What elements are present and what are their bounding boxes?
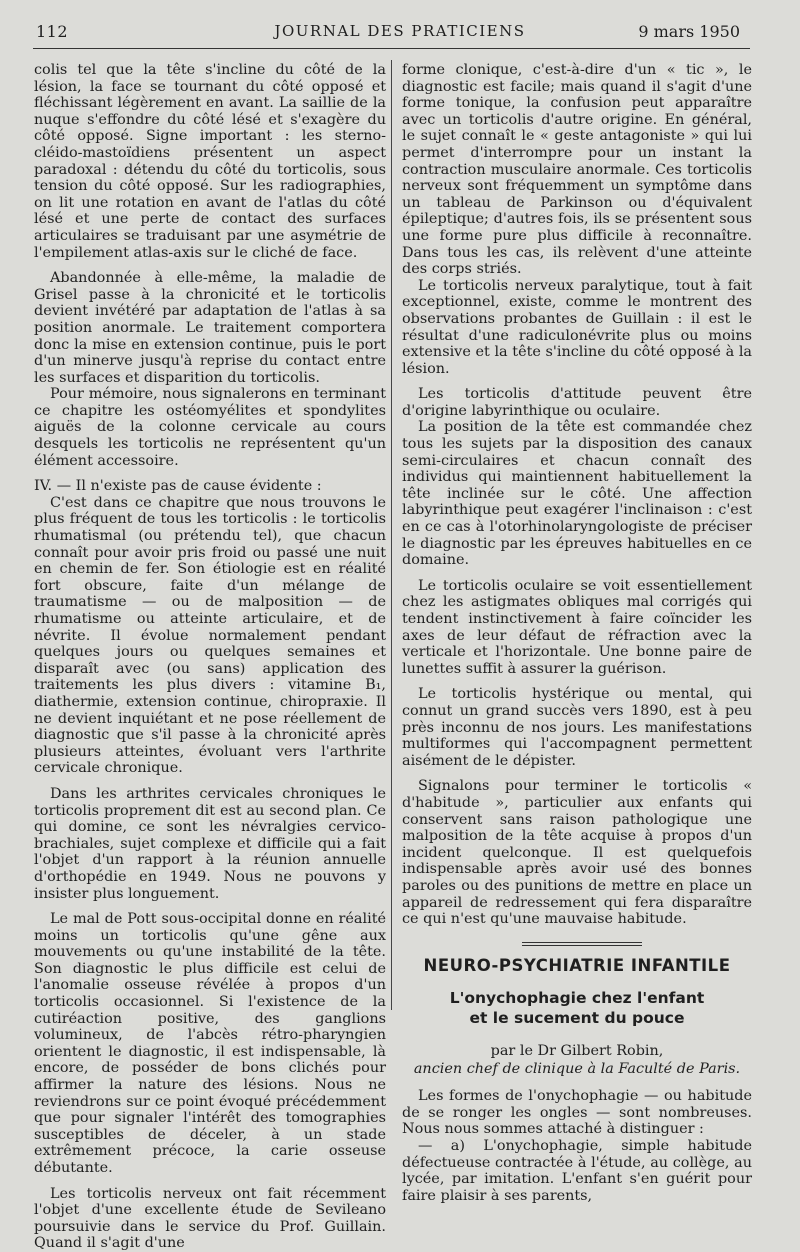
right-column: [402, 62, 752, 1204]
paragraph: — a) L'onychophagie, simple habitude défectueuse contractée à l'étude, au collège, au lycée, par imitation. L'enfant s'en guérit pour faire plaisir à ses parents,: [402, 1138, 752, 1204]
byline: [402, 1042, 752, 1078]
left-column: [34, 62, 386, 1252]
section-title: NEURO-PSYCHIATRIE INFANTILE: [423, 955, 731, 975]
paragraph: Les torticolis nerveux ont fait récemment l'objet d'une excellente étude de Sevileano poursuivie dans le service du Prof. Guillain. Quand il s'agit d'une: [34, 1185, 386, 1252]
paragraph: Les formes de l'onychophagie — ou habitude de se ronger les ongles — sont nombreuses. Nous nous sommes attaché à distinguer :: [402, 1088, 752, 1138]
article-title-line: L'onychophagie chez l'enfant: [449, 989, 705, 1008]
issue-date: 9 mars 1950: [638, 22, 740, 41]
column-divider: [391, 60, 392, 1010]
section-divider: [522, 942, 642, 946]
paragraph: Signalons pour terminer le torticolis « d'habitude », particulier aux enfants qui conservent sans raison pathologique une malposition de la tête acquise à propos d'un incident quelconque. Il est quelquefois indispensable après avoir usé des bonnes paroles ou des punitions de mettre en place un appareil de redressement qui fera disparaître ce qui n'est qu'une mauvaise habitude.: [402, 778, 752, 928]
page-header: [0, 22, 800, 44]
article-title: [402, 988, 752, 1028]
subsection-heading: IV. — Il n'existe pas de cause évidente :: [34, 478, 322, 495]
paragraph: Les torticolis d'attitude peuvent être d'origine labyrinthique ou oculaire.: [402, 386, 752, 419]
page-number: 112: [36, 22, 69, 41]
paragraph: Le mal de Pott sous-occipital donne en réalité moins un torticolis qu'une gêne aux mouvements ou qu'une instabilité de la tête. Son diagnostic le plus difficile est celui de l'anomalie osseuse révélée à propos d'un torticolis occasionnel. Si l'existence de la cutiréaction positive, des ganglions volumineux, de l'abcès rétro-pharyngien orientent le diagnostic, il est indispensable, là encore, de posséder de bons clichés pour affirmer la nature des lésions. Nous ne reviendrons sur ce point évoqué précédemment que pour signaler l'intérêt des tomographies susceptibles de déceler, à un stade extrêmement précoce, la carie osseuse débutante.: [34, 911, 386, 1176]
paragraph: Le torticolis hystérique ou mental, qui connut un grand succès vers 1890, est à peu près inconnu de nos jours. Les manifestations multiformes qui l'accompagnent permettent aisément de le dépister.: [402, 686, 752, 769]
paragraph: Le torticolis oculaire se voit essentiellement chez les astigmates obliques mal corrigés qui tendent instinctivement à faire coïncider les axes de leur défaut de réfraction avec la verticale et l'horizontale. Une bonne paire de lunettes suffit à assurer la guérison.: [402, 577, 752, 677]
journal-title: JOURNAL DES PRATICIENS: [274, 22, 526, 40]
paragraph: Dans les arthrites cervicales chroniques le torticolis proprement dit est au second plan. Ce qui domine, ce sont les névralgies cervico-brachiales, sujet complexe et difficile qui a fait l'objet d'un rapport à la réunion annuelle d'orthopédie en 1949. Nous ne pouvons y insister plus longuement.: [34, 785, 386, 902]
author-name: par le Dr Gilbert Robin,: [490, 1043, 664, 1060]
paragraph: Le torticolis nerveux paralytique, tout à fait exceptionnel, existe, comme le montrent des observations probantes de Guillain : il est le résultat d'une radiculonévrite plus ou moins extensive et la tête s'incline du côté opposé à la lésion.: [402, 277, 752, 377]
header-rule: [33, 48, 750, 49]
paragraph: colis tel que la tête s'incline du côté de la lésion, la face se tournant du côté opposé et fléchissant légèrement en avant. La saillie de la nuque s'effondre du côté lésé et s'exagère du côté opposé. Signe important : les sterno-cléido-mastoïdiens présentent un aspect paradoxal : détendu du côté du torticolis, sous tension du côté opposé. Sur les radiographies, on lit une rotation en avant de l'atlas du côté lésé et une perte de contact des surfaces articulaires se traduisant par une asymétrie de l'empilement atlas-axis sur le cliché de face.: [34, 62, 386, 261]
paragraph: forme clonique, c'est-à-dire d'un « tic », le diagnostic est facile; mais quand il s'agit d'une forme tonique, la confusion peut apparaître avec un torticolis d'autre origine. En général, le sujet connaît le « geste antagoniste » qui lui permet d'interrompre pour un instant la contraction musculaire anormale. Ces torticolis nerveux sont fréquemment un symptôme dans un tableau de Parkinson ou d'équivalent épileptique; d'autres fois, ils se présentent sous une forme pure plus difficile à reconnaître. Dans tous les cas, ils relèvent d'une atteinte des corps striés.: [402, 62, 752, 278]
paragraph: La position de la tête est commandée chez tous les sujets par la disposition des canaux semi-circulaires et chacun connaît des individus qui maintiennent habituellement la tête inclinée sur le côté. Une affection labyrinthique peut exagérer l'inclinaison : c'est en ce cas à l'otorhinolaryngologiste de préciser le diagnostic par les épreuves habituelles en ce domaine.: [402, 419, 752, 569]
author-affiliation: ancien chef de clinique à la Faculté de Paris.: [413, 1061, 741, 1078]
paragraph: Abandonnée à elle-même, la maladie de Grisel passe à la chronicité et le torticolis devient invétéré par adaptation de l'atlas à sa position anormale. Le traitement comportera donc la mise en extension continue, puis le port d'un minerve jusqu'à reprise du contact entre les surfaces et disparition du torticolis.: [34, 270, 386, 386]
article-title-line: et le sucement du pouce: [469, 1009, 685, 1028]
paragraph: C'est dans ce chapitre que nous trouvons le plus fréquent de tous les torticolis : le torticolis rhumatismal (ou prétendu tel), que chacun connaît pour avoir pris froid ou passé une nuit en chemin de fer. Son étiologie est en réalité fort obscure, faite d'un mélange de traumatisme — ou de malposition — de rhumatisme ou atteinte articulaire, et de névrite. Il évolue normalement pendant quelques jours ou quelques semaines et disparaît avec (ou sans) application des traitements les plus divers : vitamine B₁, diathermie, extension continue, chiropraxie. Il ne devient inquiétant et ne pose réellement de diagnostic que s'il passe à la chronicité après plusieurs atteintes, évoluant vers l'arthrite cervicale chronique.: [34, 494, 386, 777]
paragraph: Pour mémoire, nous signalerons en terminant ce chapitre les ostéomyélites et spondylites aiguës de la colonne cervicale au cours desquels les torticolis ne représentent qu'un élément accessoire.: [34, 386, 386, 469]
